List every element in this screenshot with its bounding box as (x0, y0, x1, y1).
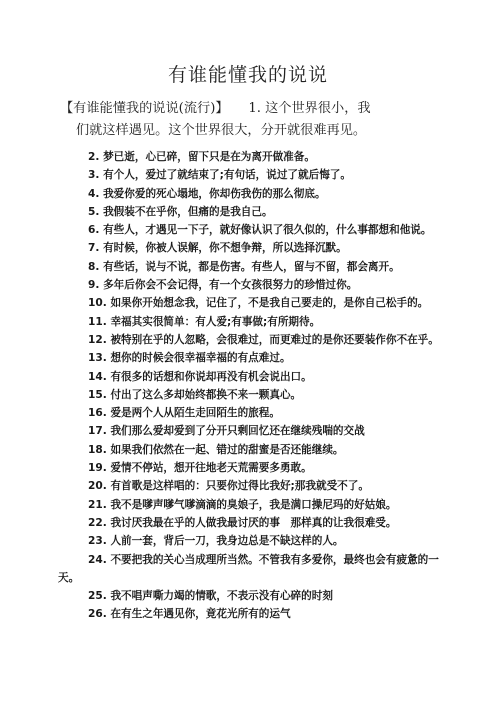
list-item: 8. 有些话，说与不说，都是伤害。有些人，留与不留，都会离开。 (88, 260, 400, 273)
list-item: 23. 人前一套，背后一刀，我身边总是不缺这样的人。 (88, 535, 344, 548)
list-item: 20. 有首歌是这样唱的：只要你过得比我好;那我就受不了。 (88, 480, 369, 493)
list-item: 21. 我不是嗲声嗲气嗲滴滴的臭娘子，我是满口操尼玛的好姑娘。 (88, 498, 397, 511)
list-item: 19. 爱情不停站，想开往地老天荒需要多勇敢。 (88, 462, 312, 475)
list-item: 12. 被特别在乎的人忽略，会很难过，而更难过的是你还要装作你不在乎。 (88, 333, 439, 346)
intro-line-2: 们就这样遇见。这个世界很大，分开就很难再见。 (76, 123, 367, 138)
list-item: 5. 我假装不在乎你，但痛的是我自己。 (88, 205, 273, 218)
intro-paragraph (60, 98, 440, 142)
list-item: 25. 我不唱声嘶力竭的情歌，不表示没有心碎的时刻 (88, 590, 333, 603)
list-item: 3. 有个人，爱过了就结束了;有句话，说过了就后悔了。 (88, 169, 351, 182)
list-item: 13. 想你的时候会很幸福幸福的有点难过。 (88, 352, 291, 365)
list-item: 16. 爱是两个人从陌生走回陌生的旅程。 (88, 407, 280, 420)
list-item: 15. 付出了这么多却始终都换不来一颗真心。 (88, 388, 302, 401)
list-item: 14. 有很多的话想和你说却再没有机会说出口。 (88, 370, 312, 383)
quote-list (58, 148, 450, 624)
intro-line-1: 【有谁能懂我的说说(流行)】 1. 这个世界很小，我 (60, 101, 371, 116)
list-item: 22. 我讨厌我最在乎的人做我最讨厌的事 那样真的让我很难受。 (88, 516, 397, 529)
list-item: 9. 多年后你会不会记得，有一个女孩很努力的珍惜过你。 (88, 279, 358, 292)
list-item: 11. 幸福其实很简单：有人爱;有事做;有所期待。 (88, 315, 321, 328)
list-item: 17. 我们那么爱却爱到了分开只剩回忆还在继续残喘的交战 (88, 425, 365, 438)
list-item: 2. 梦已逝，心已碎，留下只是在为离开做准备。 (88, 151, 315, 163)
list-item: 26. 在有生之年遇见你，竟花光所有的运气 (88, 608, 291, 621)
list-item: 4. 我爱你爱的死心塌地，你却伤我伤的那么彻底。 (88, 187, 326, 200)
list-item: 6. 有些人，才遇见一下子，就好像认识了很久似的，什么事都想和他说。 (88, 224, 432, 237)
list-item: 10. 如果你开始想念我，记住了，不是我自己要走的，是你自己松手的。 (88, 297, 429, 310)
list-item: 7. 有时候，你被人误解，你不想争辩，所以选择沉默。 (88, 242, 347, 255)
document-title: 有谁能懂我的说说 (167, 64, 328, 86)
list-item: 24. 不要把我的关心当成理所当然。不管我有多爱你，最终也会有疲惫的一天。 (58, 553, 439, 584)
list-item: 18. 如果我们依然在一起、错过的甜蜜是否还能继续。 (88, 443, 344, 456)
